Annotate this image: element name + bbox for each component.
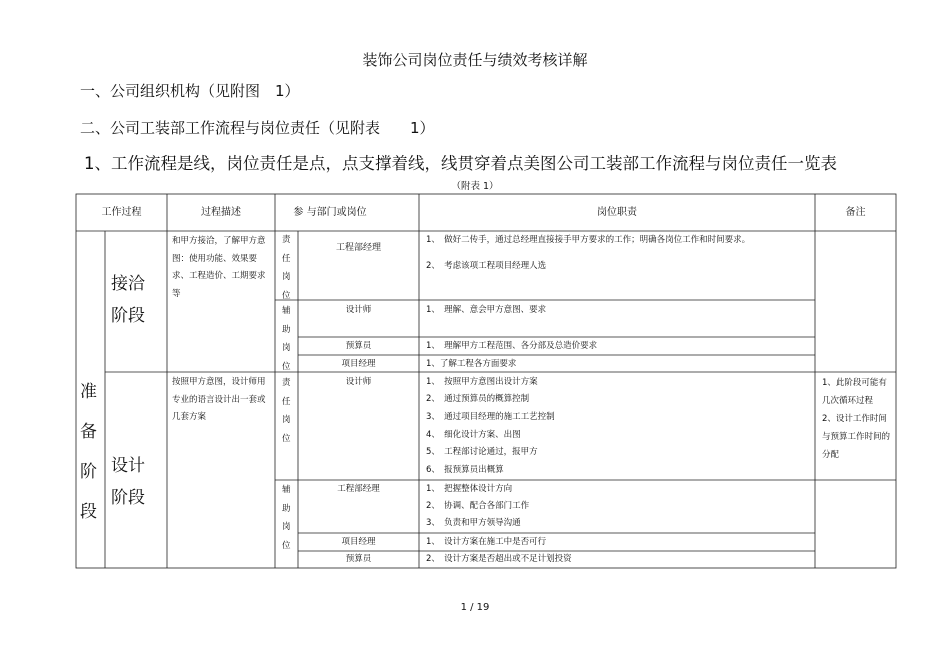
duty-line: 1、 设计方案在施工中是否可行 [426, 537, 547, 547]
stage-description-design: 按照甲方意图，设计师用专业的语言设计出一套或几套方案 [172, 377, 266, 422]
responsible-label-design: 责任岗位 [282, 378, 291, 444]
duty-line: 1、 做好二传手，通过总经理直接接手甲方要求的工作；明确各岗位工作和时间要求。 [426, 235, 751, 245]
duty-line: 1、了解工程各方面要求 [426, 359, 517, 369]
header-remarks: 备注 [845, 207, 866, 218]
duty-line: 1、 理解、意会甲方意图、要求 [426, 305, 547, 315]
duty-line: 2、 通过预算员的概算控制 [426, 394, 530, 404]
heading-org-structure: 一、公司组织机构（见附图 1） [80, 82, 300, 100]
header-process: 工作过程 [101, 207, 142, 218]
duty-line: 1、 按照甲方意图出设计方案 [426, 377, 538, 387]
duty-line: 2、 协调、配合各部门工作 [426, 501, 530, 511]
stage-description-contact: 和甲方接洽，了解甲方意图：使用功能、效果要求、工程造价、工期要求等 [172, 236, 266, 299]
stage-name-contact: 接洽阶段 [111, 274, 145, 326]
table-caption: （附表 1） [451, 181, 499, 192]
assist-role: 预算员 [345, 341, 372, 351]
duty-line: 4、 细化设计方案、出图 [426, 430, 521, 440]
phase-label: 准备阶段 [80, 382, 97, 522]
header-duties: 岗位职责 [597, 207, 637, 218]
duty-line: 5、 工程部讨论通过，报甲方 [426, 447, 538, 457]
page-number: 1 / 19 [460, 602, 490, 613]
assist-role: 工程部经理 [337, 484, 380, 494]
assist-role: 项目经理 [341, 537, 376, 547]
assist-label-contact: 辅助岗位 [282, 306, 291, 372]
assist-role: 项目经理 [341, 359, 376, 369]
assist-role: 预算员 [345, 554, 372, 564]
responsible-role-design: 设计师 [345, 377, 372, 387]
duty-line: 2、 设计方案是否超出或不足计划投资 [426, 554, 572, 564]
assist-role: 设计师 [345, 305, 372, 315]
duty-line: 1、 把握整体设计方向 [426, 484, 513, 494]
assist-label-design: 辅助岗位 [282, 485, 291, 551]
duty-line: 1、 理解甲方工程范围、各分部及总造价要求 [426, 341, 598, 351]
duty-line: 3、 负责和甲方领导沟通 [426, 518, 521, 528]
heading-table-intro: 1、工作流程是线，岗位责任是点，点支撑着线，线贯穿着点美图公司工装部工作流程与岗位责任一览表 [84, 154, 837, 173]
responsible-role-contact: 工程部经理 [335, 243, 381, 253]
duty-line: 3、 通过项目经理的施工工艺控制 [426, 412, 555, 422]
header-description: 过程描述 [201, 207, 241, 218]
duty-line: 2、 考虑该项工程项目经理人选 [426, 261, 547, 271]
heading-workflow: 二、公司工装部工作流程与岗位责任（见附表 1） [80, 119, 435, 137]
document-title: 装饰公司岗位责任与绩效考核详解 [362, 51, 588, 69]
duty-line: 6、 报预算员出概算 [426, 465, 504, 475]
responsible-label-contact: 责任岗位 [282, 235, 291, 301]
stage-name-design: 设计阶段 [111, 456, 145, 508]
remarks-design: 1、此阶段可能有几次循环过程 2、设计工作时间与预算工作时间的分配 [822, 378, 891, 460]
header-participants: 参 与部门或岗位 [293, 207, 367, 218]
